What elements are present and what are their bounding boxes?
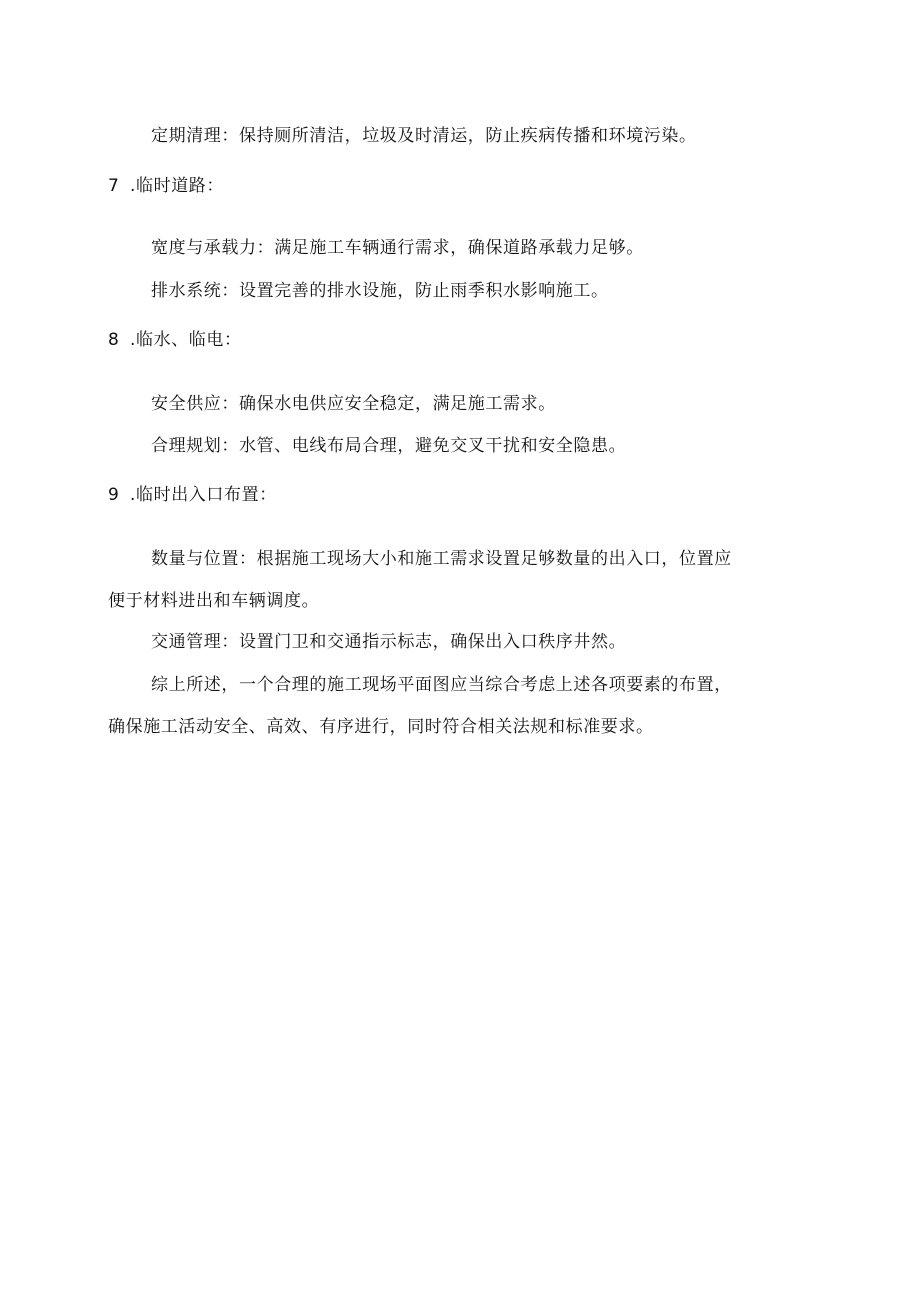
- section-number: 7: [108, 176, 120, 196]
- paragraph-entrance-count-line2: 便于材料进出和车辆调度。: [108, 591, 320, 611]
- paragraph-road-width: 宽度与承载力：满足施工车辆通行需求，确保道路承载力足够。: [151, 238, 644, 258]
- section-heading-entrances: [108, 483, 277, 507]
- section-heading-water-electricity: [108, 328, 242, 352]
- paragraph-regular-cleaning: 定期清理：保持厕所清洁，垃圾及时清运，防止疾病传播和环境污染。: [151, 126, 697, 146]
- paragraph-traffic-management: 交通管理：设置门卫和交通指示标志，确保出入口秩序井然。: [151, 632, 627, 652]
- section-number: 9: [108, 485, 120, 505]
- paragraph-supply-safety: 安全供应：确保水电供应安全稳定，满足施工需求。: [151, 394, 556, 414]
- paragraph-road-drainage: 排水系统：设置完善的排水设施，防止雨季积水影响施工。: [151, 281, 609, 301]
- paragraph-summary-line1: 综上所述，一个合理的施工现场平面图应当综合考虑上述各项要素的布置，: [151, 675, 732, 695]
- paragraph-supply-planning: 合理规划：水管、电线布局合理，避免交叉干扰和安全隐患。: [151, 436, 627, 456]
- section-title: .临时出入口布置：: [130, 485, 277, 505]
- section-number: 8: [108, 330, 120, 350]
- section-heading-temporary-roads: [108, 174, 224, 198]
- paragraph-entrance-count-line1: 数量与位置：根据施工现场大小和施工需求设置足够数量的出入口，位置应: [151, 549, 732, 569]
- section-title: .临水、临电：: [130, 330, 242, 350]
- section-title: .临时道路：: [130, 176, 225, 196]
- paragraph-summary-line2: 确保施工活动安全、高效、有序进行，同时符合相关法规和标准要求。: [108, 717, 654, 737]
